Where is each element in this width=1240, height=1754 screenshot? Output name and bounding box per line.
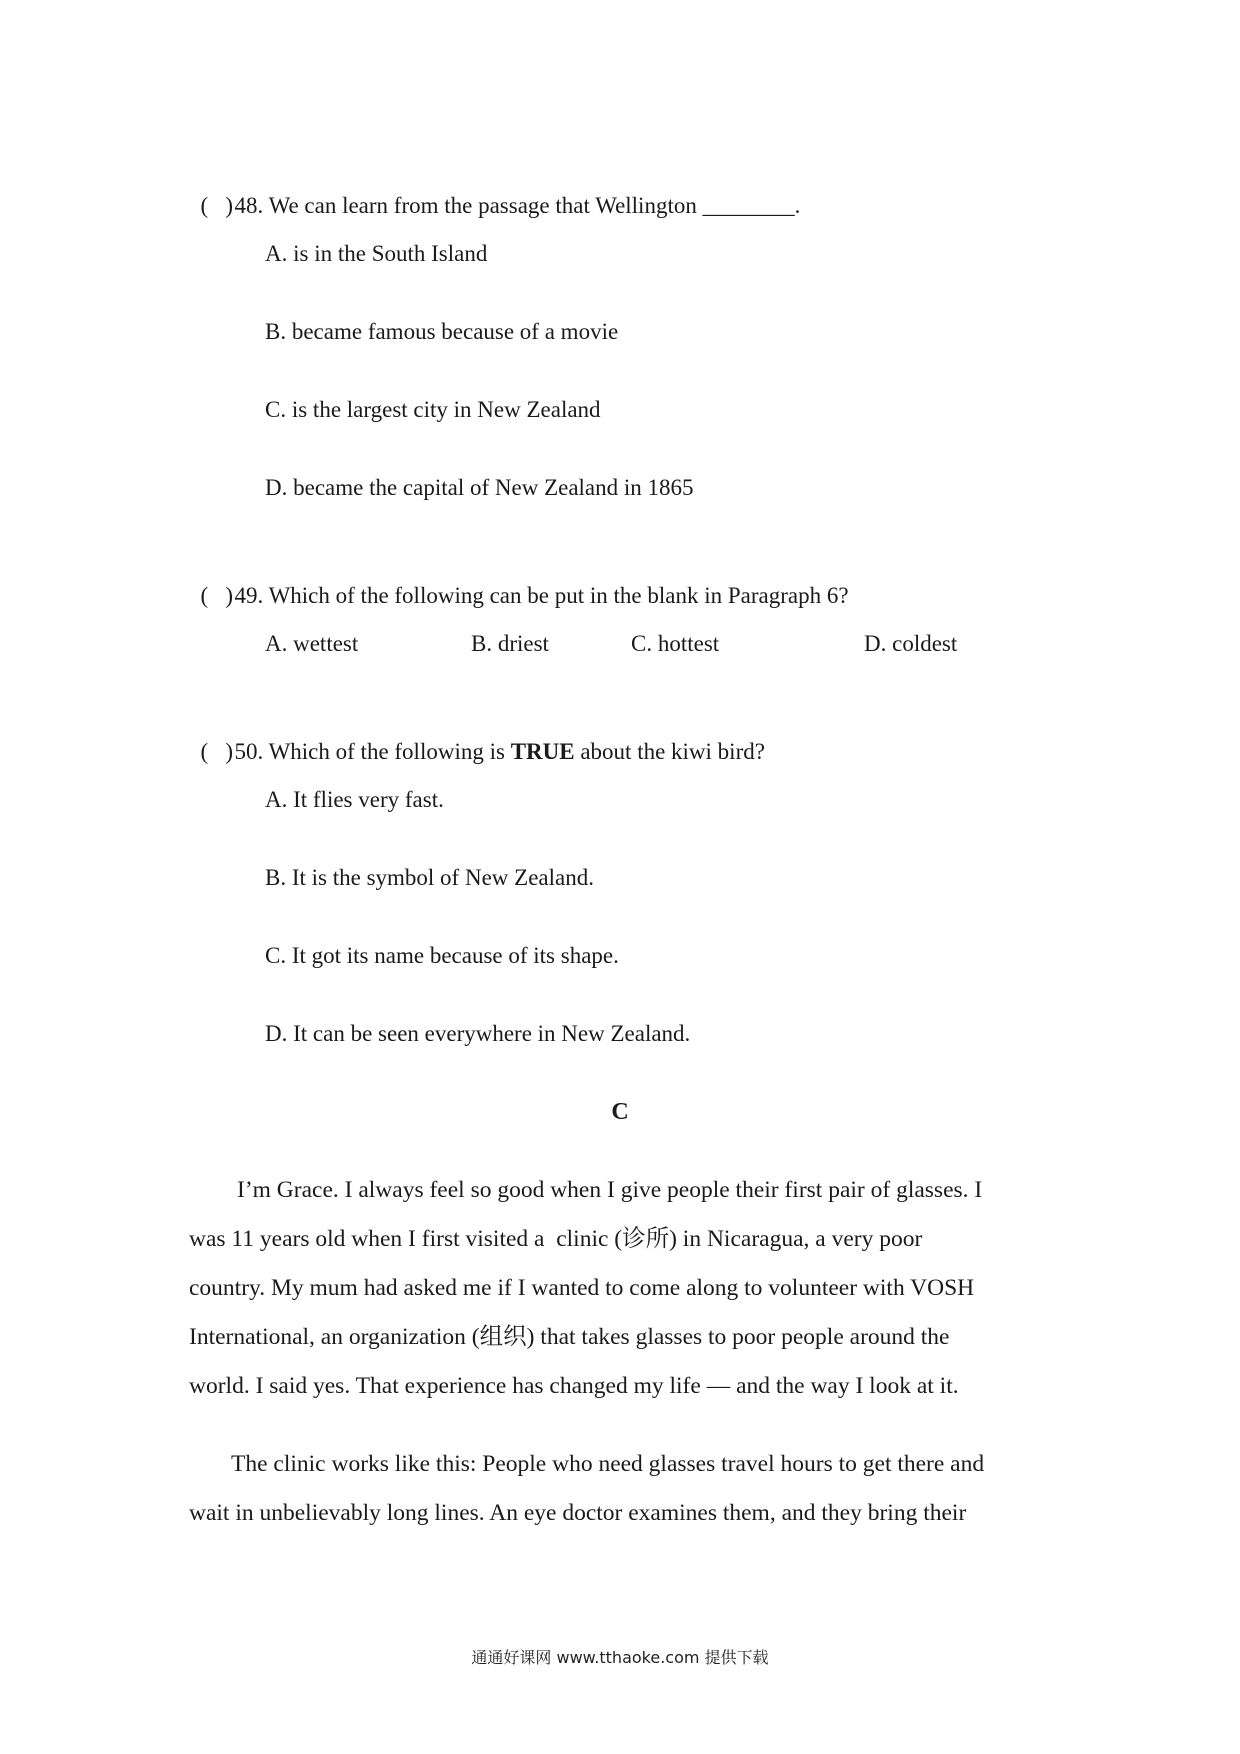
passage-line: world. I said yes. That experience has changed my life — and the way I look at it.: [189, 1373, 959, 1399]
option-a: A. is in the South Island: [265, 241, 488, 266]
passage-line: International, an organization (组织) that takes glasses to poor people around the: [189, 1324, 950, 1350]
option-b: B. It is the symbol of New Zealand.: [265, 865, 594, 890]
answer-bracket: ( ): [200, 193, 234, 218]
option-a: A. It flies very fast.: [265, 787, 444, 812]
option-d: D. It can be seen everywhere in New Zealand.: [265, 1021, 691, 1046]
passage-line: The clinic works like this: People who need glasses travel hours to get there and: [231, 1451, 985, 1477]
option-b: B. became famous because of a movie: [265, 319, 619, 344]
options-row: [0, 629, 1240, 659]
option-d: D. coldest: [864, 631, 958, 656]
question-stem-before: 50. Which of the following is: [234, 739, 511, 764]
passage-line: was 11 years old when I first visited a clinic (诊所) in Nicaragua, a very poor: [189, 1226, 923, 1252]
answer-bracket: ( ): [200, 739, 234, 764]
option-c: C. is the largest city in New Zealand: [265, 397, 601, 422]
option-c: C. hottest: [631, 631, 720, 656]
page-footer: 通通好课网 www.tthaoke.com 提供下载: [471, 1648, 769, 1667]
question-50: [189, 707, 765, 767]
passage-line: I’m Grace. I always feel so good when I give people their first pair of glasses. I: [237, 1177, 983, 1203]
option-c: C. It got its name because of its shape.: [265, 943, 619, 968]
question-49: [189, 551, 849, 611]
passage-line: wait in unbelievably long lines. An eye doctor examines them, and they bring their: [189, 1500, 967, 1526]
question-stem-after: about the kiwi bird?: [574, 739, 765, 764]
question-stem-emphasis: TRUE: [510, 739, 575, 764]
option-d: D. became the capital of New Zealand in 1865: [265, 475, 694, 500]
passage-line: country. My mum had asked me if I wanted to come along to volunteer with VOSH: [189, 1275, 975, 1301]
question-48: [189, 161, 800, 221]
section-heading: C: [611, 1099, 629, 1125]
option-a: A. wettest: [265, 631, 359, 656]
answer-bracket: ( ): [200, 583, 234, 608]
question-stem: 48. We can learn from the passage that Wellington ________.: [234, 193, 801, 218]
option-b: B. driest: [471, 631, 549, 656]
question-stem: 49. Which of the following can be put in the blank in Paragraph 6?: [234, 583, 849, 608]
